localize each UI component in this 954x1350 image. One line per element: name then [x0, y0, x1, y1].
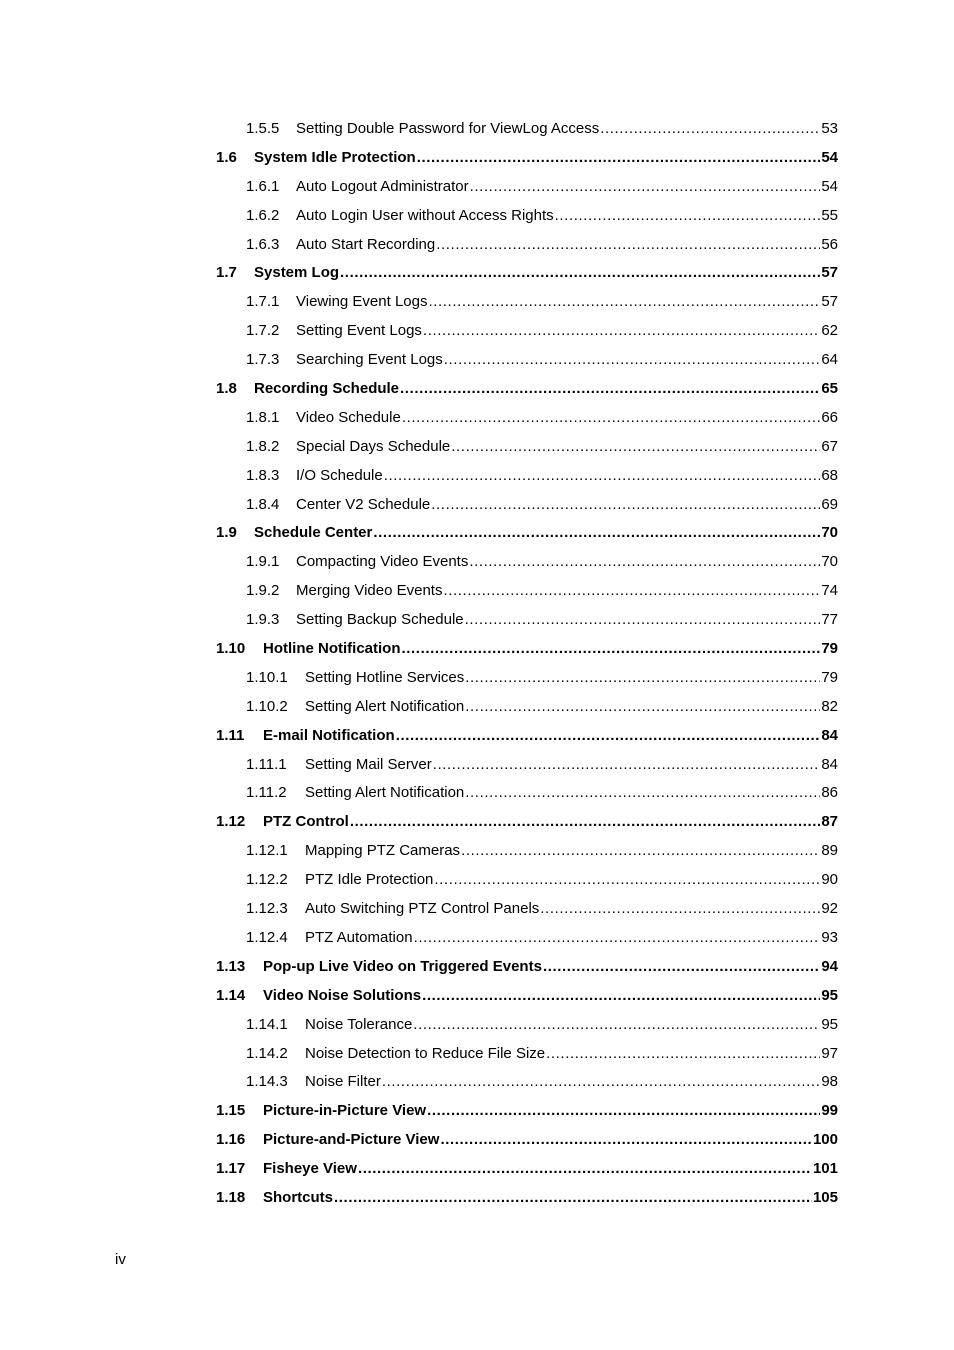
toc-entry-page-number: 66	[821, 408, 838, 426]
toc-entry-page-number: 70	[821, 524, 838, 542]
toc-subsection-entry	[0, 404, 954, 433]
toc-dot-leader	[402, 404, 821, 433]
toc-entry-title: Auto Login User without Access Rights	[296, 202, 555, 231]
toc-subsection-entry	[0, 606, 954, 635]
toc-entry-leader-line	[296, 231, 838, 260]
toc-entry-page-number: 95	[821, 1015, 838, 1033]
toc-subsection-entry	[0, 837, 954, 866]
toc-entry-page-number: 100	[812, 1131, 838, 1149]
toc-subsection-entry	[0, 173, 954, 202]
toc-dot-leader	[444, 346, 821, 375]
toc-subsection-entry	[0, 288, 954, 317]
toc-entry-number: 1.14.2	[246, 1044, 288, 1062]
toc-entry-page-number: 79	[821, 668, 838, 686]
toc-entry-title: Auto Switching PTZ Control Panels	[305, 895, 540, 924]
toc-section-entry	[0, 1097, 954, 1126]
toc-entry-leader-line	[263, 1126, 838, 1155]
toc-entry-number: 1.10	[216, 640, 246, 658]
toc-entry-title: PTZ Idle Protection	[305, 866, 434, 895]
toc-entry-number: 1.9.3	[246, 611, 280, 629]
toc-entry-leader-line	[263, 1097, 838, 1126]
toc-entry-title: Merging Video Events	[296, 577, 443, 606]
toc-entry-page-number: 82	[821, 697, 838, 715]
toc-entry-number: 1.8.1	[246, 408, 280, 426]
toc-entry-leader-line	[305, 1068, 838, 1097]
toc-entry-title: Searching Event Logs	[296, 346, 444, 375]
toc-entry-title: Hotline Notification	[263, 635, 402, 664]
toc-section-entry	[0, 1184, 954, 1213]
toc-entry-number: 1.6.3	[246, 235, 280, 253]
toc-dot-leader	[431, 491, 820, 520]
toc-entry-title: Compacting Video Events	[296, 548, 469, 577]
toc-entry-page-number: 64	[821, 351, 838, 369]
toc-entry-page-number: 98	[821, 1073, 838, 1091]
toc-entry-page-number: 57	[821, 293, 838, 311]
toc-dot-leader	[427, 1097, 820, 1126]
toc-entry-leader-line	[263, 722, 838, 751]
toc-section-entry	[0, 982, 954, 1011]
toc-entry-leader-line	[305, 866, 838, 895]
toc-entry-page-number: 86	[821, 784, 838, 802]
toc-dot-leader	[543, 953, 820, 982]
toc-section-entry	[0, 1155, 954, 1184]
toc-entry-leader-line	[296, 548, 838, 577]
toc-entry-number: 1.12.4	[246, 928, 288, 946]
toc-dot-leader	[413, 1011, 820, 1040]
toc-subsection-entry	[0, 231, 954, 260]
toc-subsection-entry	[0, 115, 954, 144]
toc-dot-leader	[465, 779, 820, 808]
toc-entry-title: Picture-in-Picture View	[263, 1097, 427, 1126]
toc-entry-page-number: 87	[821, 813, 838, 831]
toc-entry-page-number: 62	[821, 322, 838, 340]
toc-entry-title: Picture-and-Picture View	[263, 1126, 440, 1155]
toc-entry-leader-line	[263, 953, 838, 982]
toc-section-entry	[0, 519, 954, 548]
toc-dot-leader	[546, 1040, 820, 1069]
toc-dot-leader	[443, 577, 820, 606]
toc-entry-number: 1.8.3	[246, 466, 280, 484]
toc-subsection-entry	[0, 779, 954, 808]
toc-section-entry	[0, 635, 954, 664]
toc-subsection-entry	[0, 317, 954, 346]
toc-section-entry	[0, 144, 954, 173]
toc-entry-number: 1.10.1	[246, 668, 288, 686]
toc-entry-number: 1.12.2	[246, 871, 288, 889]
toc-dot-leader	[469, 548, 820, 577]
toc-entry-number: 1.11.1	[246, 755, 287, 773]
toc-section-entry	[0, 722, 954, 751]
toc-entry-leader-line	[305, 924, 838, 953]
toc-dot-leader	[465, 606, 821, 635]
toc-entry-leader-line	[305, 664, 838, 693]
toc-section-entry	[0, 808, 954, 837]
toc-dot-leader	[396, 722, 821, 751]
toc-entry-page-number: 54	[821, 148, 838, 166]
toc-entry-leader-line	[305, 1011, 838, 1040]
toc-entry-leader-line	[296, 115, 838, 144]
toc-dot-leader	[414, 924, 821, 953]
toc-subsection-entry	[0, 1040, 954, 1069]
toc-entry-leader-line	[254, 375, 838, 404]
toc-entry-leader-line	[305, 693, 838, 722]
toc-entry-title: Pop-up Live Video on Triggered Events	[263, 953, 543, 982]
toc-entry-page-number: 70	[821, 553, 838, 571]
toc-entry-page-number: 84	[821, 755, 838, 773]
toc-entry-number: 1.8.4	[246, 495, 280, 513]
toc-dot-leader	[422, 982, 820, 1011]
toc-subsection-entry	[0, 462, 954, 491]
toc-entry-leader-line	[263, 1184, 838, 1213]
toc-entry-page-number: 90	[821, 871, 838, 889]
toc-entry-leader-line	[296, 606, 838, 635]
toc-entry-title: Viewing Event Logs	[296, 288, 428, 317]
toc-entry-leader-line	[296, 202, 838, 231]
toc-entry-number: 1.18	[216, 1188, 246, 1206]
toc-entry-leader-line	[296, 317, 838, 346]
toc-entry-number: 1.14.3	[246, 1073, 288, 1091]
toc-entry-number: 1.14.1	[246, 1015, 288, 1033]
toc-dot-leader	[600, 115, 820, 144]
toc-entry-number: 1.9	[216, 524, 237, 542]
toc-dot-leader	[382, 1068, 820, 1097]
toc-dot-leader	[465, 693, 820, 722]
toc-entry-number: 1.9.1	[246, 553, 280, 571]
toc-subsection-entry	[0, 1068, 954, 1097]
toc-entry-title: Special Days Schedule	[296, 433, 451, 462]
toc-subsection-entry	[0, 548, 954, 577]
toc-entry-number: 1.15	[216, 1102, 246, 1120]
toc-dot-leader	[350, 808, 820, 837]
toc-dot-leader	[384, 462, 821, 491]
toc-entry-leader-line	[296, 462, 838, 491]
toc-entry-number: 1.11.2	[246, 784, 287, 802]
toc-entry-page-number: 56	[821, 235, 838, 253]
toc-entry-leader-line	[296, 173, 838, 202]
toc-section-entry	[0, 375, 954, 404]
toc-entry-title: Recording Schedule	[254, 375, 400, 404]
toc-section-entry	[0, 953, 954, 982]
toc-entry-leader-line	[254, 259, 838, 288]
toc-dot-leader	[423, 317, 820, 346]
toc-entry-title: Setting Hotline Services	[305, 664, 465, 693]
toc-dot-leader	[400, 375, 820, 404]
toc-entry-title: System Log	[254, 259, 340, 288]
toc-entry-page-number: 57	[821, 264, 838, 282]
toc-subsection-entry	[0, 346, 954, 375]
toc-dot-leader	[358, 1155, 812, 1184]
page-number: iv	[115, 1251, 126, 1268]
toc-entry-leader-line	[254, 144, 838, 173]
toc-subsection-entry	[0, 693, 954, 722]
toc-entry-title: Center V2 Schedule	[296, 491, 431, 520]
toc-entry-page-number: 68	[821, 466, 838, 484]
toc-entry-number: 1.8	[216, 380, 237, 398]
toc-entry-title: Setting Event Logs	[296, 317, 423, 346]
toc-entry-number: 1.6	[216, 148, 237, 166]
toc-subsection-entry	[0, 924, 954, 953]
toc-entry-leader-line	[296, 577, 838, 606]
toc-entry-page-number: 97	[821, 1044, 838, 1062]
toc-entry-leader-line	[305, 779, 838, 808]
toc-subsection-entry	[0, 433, 954, 462]
toc-dot-leader	[540, 895, 820, 924]
toc-entry-title: Noise Filter	[305, 1068, 382, 1097]
toc-entry-page-number: 95	[821, 986, 838, 1004]
toc-entry-title: Setting Backup Schedule	[296, 606, 465, 635]
toc-entry-number: 1.16	[216, 1131, 246, 1149]
toc-dot-leader	[470, 173, 821, 202]
toc-entry-page-number: 53	[821, 120, 838, 137]
toc-subsection-entry	[0, 491, 954, 520]
toc-entry-page-number: 54	[821, 177, 838, 195]
toc-entry-number: 1.7	[216, 264, 237, 282]
toc-subsection-entry	[0, 751, 954, 780]
toc-entry-number: 1.12.1	[246, 842, 288, 860]
toc-entry-title: Fisheye View	[263, 1155, 358, 1184]
toc-entry-title: Noise Tolerance	[305, 1011, 413, 1040]
toc-entry-title: E-mail Notification	[263, 722, 396, 751]
toc-section-entry	[0, 1126, 954, 1155]
toc-subsection-entry	[0, 1011, 954, 1040]
toc-dot-leader	[417, 144, 821, 173]
toc-entry-title: Auto Start Recording	[296, 231, 436, 260]
toc-entry-title: Setting Double Password for ViewLog Access	[296, 115, 600, 144]
toc-entry-title: Mapping PTZ Cameras	[305, 837, 461, 866]
toc-entry-title: Video Schedule	[296, 404, 402, 433]
toc-dot-leader	[440, 1126, 812, 1155]
toc-entry-title: Auto Logout Administrator	[296, 173, 470, 202]
toc-entry-title: System Idle Protection	[254, 144, 417, 173]
toc-entry-leader-line	[263, 808, 838, 837]
toc-entry-page-number: 93	[821, 928, 838, 946]
toc-dot-leader	[433, 751, 821, 780]
toc-entry-page-number: 65	[821, 380, 838, 398]
toc-dot-leader	[436, 231, 820, 260]
toc-entry-leader-line	[296, 346, 838, 375]
toc-entry-title: Schedule Center	[254, 519, 373, 548]
toc-entry-title: PTZ Control	[263, 808, 350, 837]
toc-entry-number: 1.12	[216, 813, 246, 831]
toc-entry-leader-line	[254, 519, 838, 548]
toc-entry-title: I/O Schedule	[296, 462, 384, 491]
toc-dot-leader	[402, 635, 821, 664]
toc-entry-title: PTZ Automation	[305, 924, 414, 953]
toc-section-entry	[0, 259, 954, 288]
toc-entry-number: 1.7.3	[246, 351, 280, 369]
toc-entry-page-number: 55	[821, 206, 838, 224]
toc-entry-number: 1.10.2	[246, 697, 288, 715]
toc-dot-leader	[373, 519, 820, 548]
toc-entry-page-number: 92	[821, 900, 838, 918]
toc-entry-number: 1.12.3	[246, 900, 288, 918]
toc-entry-page-number: 89	[821, 842, 838, 860]
toc-dot-leader	[461, 837, 820, 866]
toc-entry-leader-line	[305, 837, 838, 866]
toc-entry-leader-line	[296, 288, 838, 317]
toc-entry-number: 1.8.2	[246, 437, 280, 455]
toc-entry-title: Noise Detection to Reduce File Size	[305, 1040, 546, 1069]
toc-subsection-entry	[0, 664, 954, 693]
toc-entry-leader-line	[296, 491, 838, 520]
toc-entry-leader-line	[305, 1040, 838, 1069]
toc-dot-leader	[428, 288, 820, 317]
toc-entry-number: 1.6.2	[246, 206, 280, 224]
toc-entry-page-number: 84	[821, 726, 838, 744]
toc-entry-number: 1.14	[216, 986, 246, 1004]
toc-entry-leader-line	[263, 1155, 838, 1184]
toc-dot-leader	[555, 202, 821, 231]
toc-entry-number: 1.9.2	[246, 582, 280, 600]
toc-subsection-entry	[0, 202, 954, 231]
toc-subsection-entry	[0, 577, 954, 606]
toc-entry-title: Setting Mail Server	[305, 751, 433, 780]
toc-entry-title: Setting Alert Notification	[305, 693, 465, 722]
toc-subsection-entry	[0, 895, 954, 924]
toc-entry-page-number: 105	[812, 1188, 838, 1206]
toc-entry-title: Shortcuts	[263, 1184, 334, 1213]
table-of-contents	[0, 115, 954, 1213]
toc-entry-title: Video Noise Solutions	[263, 982, 422, 1011]
toc-entry-number: 1.17	[216, 1160, 246, 1178]
toc-dot-leader	[465, 664, 820, 693]
toc-entry-page-number: 79	[821, 640, 838, 658]
toc-entry-number: 1.13	[216, 957, 246, 975]
toc-entry-leader-line	[296, 433, 838, 462]
toc-entry-leader-line	[305, 751, 838, 780]
toc-entry-page-number: 74	[821, 582, 838, 600]
toc-entry-leader-line	[263, 635, 838, 664]
toc-dot-leader	[340, 259, 820, 288]
toc-entry-leader-line	[296, 404, 838, 433]
toc-entry-number: 1.7.1	[246, 293, 280, 311]
toc-entry-number: 1.5.5	[246, 120, 280, 137]
toc-entry-page-number: 77	[821, 611, 838, 629]
toc-entry-page-number: 69	[821, 495, 838, 513]
toc-entry-page-number: 67	[821, 437, 838, 455]
toc-subsection-entry	[0, 866, 954, 895]
toc-entry-page-number: 94	[821, 957, 838, 975]
toc-dot-leader	[451, 433, 820, 462]
toc-dot-leader	[334, 1184, 812, 1213]
toc-entry-leader-line	[305, 895, 838, 924]
toc-entry-number: 1.7.2	[246, 322, 280, 340]
toc-entry-page-number: 99	[821, 1102, 838, 1120]
toc-entry-number: 1.11	[216, 726, 245, 744]
toc-entry-leader-line	[263, 982, 838, 1011]
toc-entry-page-number: 101	[812, 1160, 838, 1178]
toc-entry-number: 1.6.1	[246, 177, 280, 195]
toc-entry-title: Setting Alert Notification	[305, 779, 465, 808]
toc-dot-leader	[434, 866, 820, 895]
